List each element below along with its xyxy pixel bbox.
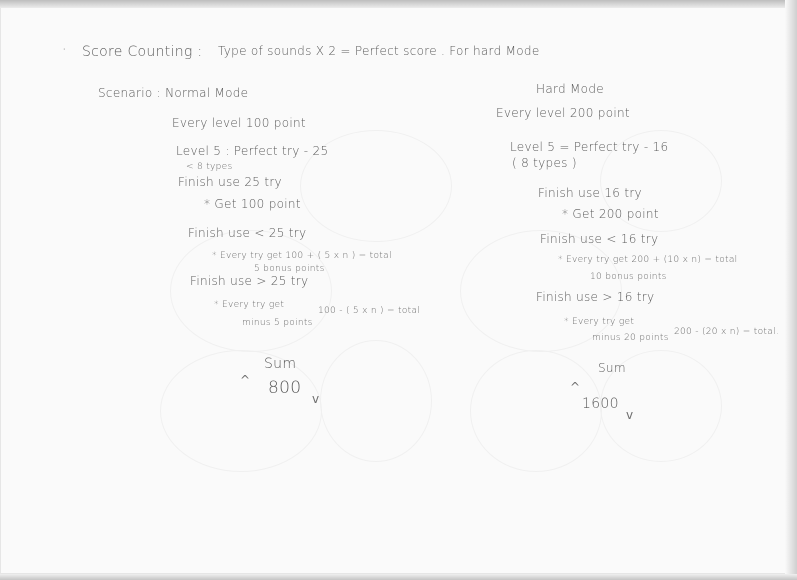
normal-finish-less: Finish use < 25 try: [188, 226, 307, 240]
normal-sum-value: 800: [268, 378, 302, 398]
normal-scenario: Scenario : Normal Mode: [98, 86, 249, 100]
hard-title: Hard Mode: [536, 82, 604, 96]
hard-finish-use: Finish use 16 try: [538, 186, 642, 200]
normal-formula2: 100 - ( 5 x n ) = total: [318, 306, 421, 316]
header-bullet: ·: [62, 42, 67, 58]
normal-level5-sub: < 8 types: [186, 162, 233, 172]
normal-every-level: Every level 100 point: [172, 116, 306, 130]
hard-every-level: Every level 200 point: [496, 106, 630, 120]
hard-level5: Level 5 = Perfect try - 16: [510, 140, 669, 154]
bleed-through-circle: [160, 350, 322, 472]
header-formula: Type of sounds X 2 = Perfect score . For hard Mode: [218, 44, 540, 58]
hard-finish-more: Finish use > 16 try: [536, 290, 655, 304]
hard-sum-label: Sum: [598, 361, 626, 375]
header-title: Score Counting :: [82, 44, 203, 60]
hard-get: * Get 200 point: [562, 207, 659, 221]
caret-mark: ^: [570, 380, 581, 394]
check-mark: v: [312, 392, 320, 406]
bleed-through-circle: [170, 230, 332, 352]
hard-bonus: 10 bonus points: [590, 272, 667, 282]
bleed-through-circle: [320, 340, 432, 462]
hard-formula2: 200 - (20 x n) = total.: [674, 327, 779, 337]
hard-every-try2: * Every try get: [564, 317, 635, 327]
normal-finish-use: Finish use 25 try: [178, 175, 282, 189]
caret-mark: ^: [240, 373, 251, 387]
scan-bottom-edge: [0, 574, 797, 580]
normal-every-try: * Every try get 100 + ( 5 x n ) = total: [212, 251, 392, 261]
normal-finish-more: Finish use > 25 try: [190, 274, 309, 288]
normal-every-try2: * Every try get: [214, 300, 285, 310]
check-mark: v: [626, 408, 634, 422]
hard-level5-sub: ( 8 types ): [512, 156, 577, 170]
hard-every-try: * Every try get 200 + (10 x n) = total: [558, 255, 738, 265]
normal-bonus: 5 bonus points: [254, 264, 325, 274]
hard-minus: minus 20 points: [592, 333, 669, 343]
normal-get: * Get 100 point: [204, 197, 301, 211]
scan-top-edge: [0, 0, 797, 8]
normal-sum-label: Sum: [264, 356, 297, 372]
normal-level5: Level 5 : Perfect try - 25: [176, 144, 329, 158]
normal-minus: minus 5 points: [242, 318, 313, 328]
scan-right-edge: [785, 0, 797, 580]
hard-sum-value: 1600: [582, 396, 619, 412]
hard-finish-less: Finish use < 16 try: [540, 232, 659, 246]
